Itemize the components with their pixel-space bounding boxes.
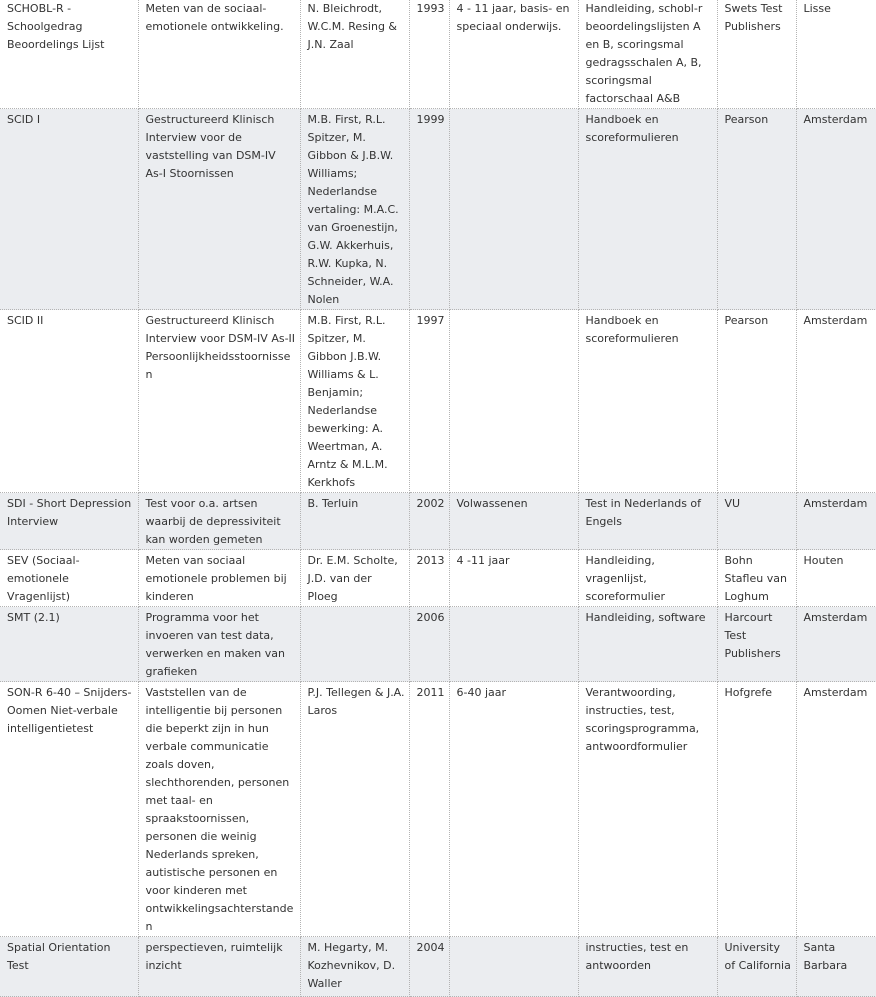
test-publisher-cell: Hofgrefe — [717, 682, 796, 937]
test-publisher-cell: Pearson — [717, 310, 796, 493]
table-row — [0, 550, 876, 607]
table-row — [0, 109, 876, 310]
test-city-cell: Amsterdam — [796, 109, 876, 310]
test-publisher-cell: Pearson — [717, 109, 796, 310]
test-materials-cell: Handboek en scoreformulieren — [578, 109, 717, 310]
test-authors-cell — [300, 607, 409, 682]
test-name-cell: Spatial Orientation Test — [0, 937, 138, 997]
test-purpose-cell: Vaststellen van de intelligentie bij personen die beperkt zijn in hun verbale communicatie zoals doven, slechthorenden, personen met taal- en spraakstoornissen, personen die weinig Nederlands spreken, autistische personen en voor kinderen met ontwikkelingsachterstanden — [138, 682, 300, 937]
test-authors-cell: N. Bleichrodt, W.C.M. Resing & J.N. Zaal — [300, 0, 409, 109]
test-materials-cell: Handleiding, software — [578, 607, 717, 682]
test-city-cell: Amsterdam — [796, 682, 876, 937]
table-row — [0, 607, 876, 682]
test-city-cell: Amsterdam — [796, 310, 876, 493]
test-authors-cell: P.J. Tellegen & J.A. Laros — [300, 682, 409, 937]
test-publisher-cell: Swets Test Publishers — [717, 0, 796, 109]
test-purpose-cell: Gestructureerd Klinisch Interview voor DSM-IV As-II Persoonlijkheidsstoornissen — [138, 310, 300, 493]
test-materials-cell: Handleiding, vragenlijst, scoreformulier — [578, 550, 717, 607]
test-purpose-cell: Test voor o.a. artsen waarbij de depressiviteit kan worden gemeten — [138, 493, 300, 550]
test-materials-cell: Verantwoording, instructies, test, scoringsprogramma, antwoordformulier — [578, 682, 717, 937]
test-target-group-cell — [449, 937, 578, 997]
test-publisher-cell: Harcourt Test Publishers — [717, 607, 796, 682]
test-materials-cell: Handboek en scoreformulieren — [578, 310, 717, 493]
test-name-cell: SON-R 6-40 – Snijders-Oomen Niet-verbale intelligentietest — [0, 682, 138, 937]
test-target-group-cell — [449, 109, 578, 310]
test-name-cell: SMT (2.1) — [0, 607, 138, 682]
test-year-cell: 2006 — [409, 607, 449, 682]
table-row — [0, 937, 876, 997]
test-year-cell: 2004 — [409, 937, 449, 997]
test-materials-cell: Test in Nederlands of Engels — [578, 493, 717, 550]
test-purpose-cell: Gestructureerd Klinisch Interview voor de vaststelling van DSM-IV As-I Stoornissen — [138, 109, 300, 310]
table-row — [0, 310, 876, 493]
test-authors-cell: M.B. First, R.L. Spitzer, M. Gibbon & J.B.W. Williams; Nederlandse vertaling: M.A.C. van Groenestijn, G.W. Akkerhuis, R.W. Kupka, N. Schneider, W.A. Nolen — [300, 109, 409, 310]
test-name-cell: SDI - Short Depression Interview — [0, 493, 138, 550]
test-authors-cell: M. Hegarty, M. Kozhevnikov, D. Waller — [300, 937, 409, 997]
test-year-cell: 1993 — [409, 0, 449, 109]
test-purpose-cell: Meten van sociaal emotionele problemen bij kinderen — [138, 550, 300, 607]
test-purpose-cell: perspectieven, ruimtelijk inzicht — [138, 937, 300, 997]
test-publisher-cell: University of California — [717, 937, 796, 997]
test-authors-cell: B. Terluin — [300, 493, 409, 550]
test-city-cell: Santa Barbara — [796, 937, 876, 997]
test-name-cell: SCHOBL-R - Schoolgedrag Beoordelings Lijst — [0, 0, 138, 109]
test-name-cell: SCID II — [0, 310, 138, 493]
test-name-cell: SCID I — [0, 109, 138, 310]
test-authors-cell: M.B. First, R.L. Spitzer, M. Gibbon J.B.W. Williams & L. Benjamin; Nederlandse bewerking: A. Weertman, A. Arntz & M.L.M. Kerkhofs — [300, 310, 409, 493]
test-year-cell: 1997 — [409, 310, 449, 493]
test-year-cell: 2002 — [409, 493, 449, 550]
test-target-group-cell: 6-40 jaar — [449, 682, 578, 937]
test-authors-cell: Dr. E.M. Scholte, J.D. van der Ploeg — [300, 550, 409, 607]
test-year-cell: 2011 — [409, 682, 449, 937]
test-name-cell: SEV (Sociaal-emotionele Vragenlijst) — [0, 550, 138, 607]
test-publisher-cell: VU — [717, 493, 796, 550]
test-year-cell: 2013 — [409, 550, 449, 607]
test-year-cell: 1999 — [409, 109, 449, 310]
test-city-cell: Houten — [796, 550, 876, 607]
test-city-cell: Lisse — [796, 0, 876, 109]
test-publisher-cell: Bohn Stafleu van Loghum — [717, 550, 796, 607]
test-target-group-cell — [449, 607, 578, 682]
test-target-group-cell: 4 -11 jaar — [449, 550, 578, 607]
test-city-cell: Amsterdam — [796, 607, 876, 682]
test-target-group-cell — [449, 310, 578, 493]
test-materials-cell: instructies, test en antwoorden — [578, 937, 717, 997]
test-target-group-cell: Volwassenen — [449, 493, 578, 550]
table-row — [0, 493, 876, 550]
test-city-cell: Amsterdam — [796, 493, 876, 550]
test-purpose-cell: Programma voor het invoeren van test data, verwerken en maken van grafieken — [138, 607, 300, 682]
test-purpose-cell: Meten van de sociaal-emotionele ontwikkeling. — [138, 0, 300, 109]
table-row — [0, 0, 876, 109]
table-row — [0, 682, 876, 937]
test-target-group-cell: 4 - 11 jaar, basis- en speciaal onderwijs. — [449, 0, 578, 109]
test-materials-cell: Handleiding, schobl-r beoordelingslijsten A en B, scoringsmal gedragsschalen A, B, scoringsmal factorschaal A&B — [578, 0, 717, 109]
